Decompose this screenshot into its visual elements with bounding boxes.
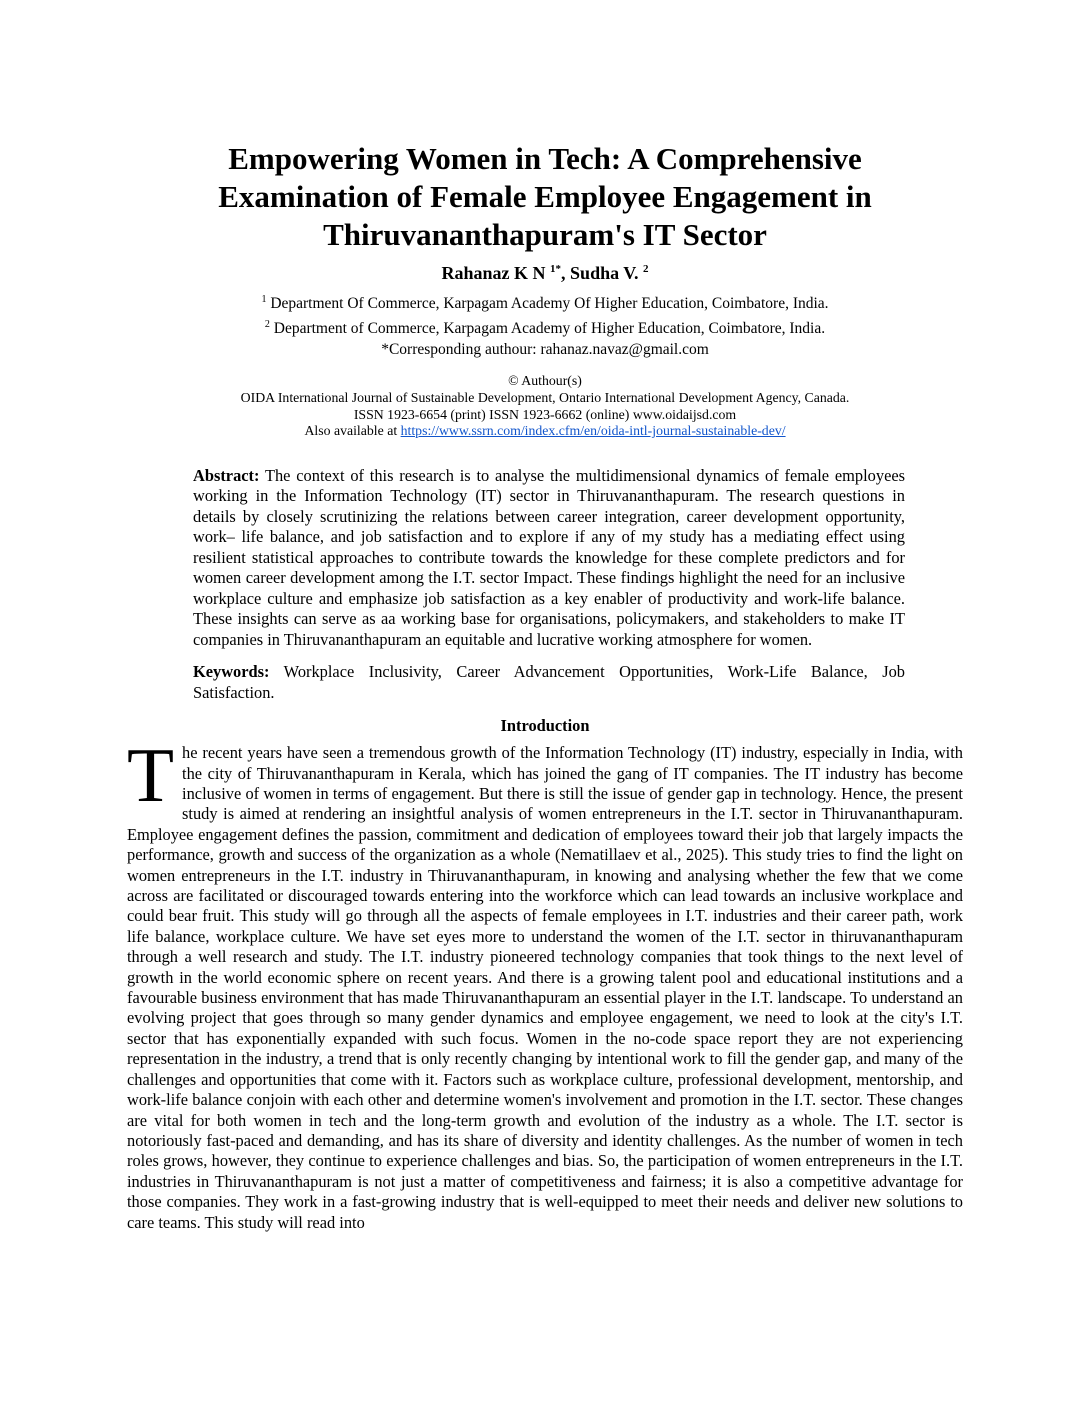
introduction-heading: Introduction: [500, 716, 590, 736]
keywords-paragraph: [193, 662, 905, 703]
dropcap-letter: T: [127, 732, 175, 819]
keywords-label: Keywords:: [193, 662, 270, 682]
abstract-text: The context of this research is to analyse the multidimensional dynamics of female employees working in the Information Technology (IT) sector in Thiruvananthapuram. The research questions in details by closely scrutinizing the relations between career integration, career development opportunity, work– life balance, and job satisfaction and to explore if any of my study has a mediating effect using resilient statistical approaches to contribute towards the knowledge for these complete predictors and for women career development among the I.T. sector Impact. These findings highlight the need for an inclusive workplace culture and emphasize job satisfaction as a key enabler of productivity and work-life balance. These insights can serve as aa working base for organisations, policymakers, and stakeholders to make IT companies in Thiruvananthapuram an equitable and lucrative working atmosphere for women.: [193, 465, 905, 649]
abstract-label: Abstract:: [193, 465, 260, 485]
abstract-paragraph: [193, 466, 905, 651]
publisher-block: [127, 373, 963, 439]
author-1-superscript: 1*: [550, 263, 562, 275]
author-2-superscript: 2: [642, 263, 649, 275]
availability-prefix: Also available at: [304, 423, 401, 439]
journal-url-link[interactable]: https://www.ssrn.com/index.cfm/en/oida-intl-journal-sustainable-dev/: [400, 423, 786, 439]
author-1: Rahanaz K N: [441, 263, 551, 283]
availability-line: [127, 423, 963, 440]
keywords-text: Workplace Inclusivity, Career Advancement Opportunities, Work-Life Balance, Job Satisfaction.: [193, 662, 905, 702]
affiliation-1-text: Department Of Commerce, Karpagam Academy Of Higher Education, Coimbatore, India.: [266, 295, 829, 313]
issn-line: ISSN 1923-6654 (print) ISSN 1923-6662 (online) www.oidaijsd.com: [353, 406, 737, 422]
affiliation-2: [127, 314, 963, 339]
paper-title: Empowering Women in Tech: A Comprehensive Examination of Female Employee Engagement in Thiruvananthapuram's IT Sector: [218, 141, 872, 252]
introduction-paragraph: [127, 732, 963, 1233]
affiliation-2-text: Department of Commerce, Karpagam Academy of Higher Education, Coimbatore, India.: [269, 320, 826, 338]
author-line: [127, 263, 963, 284]
journal-line: OIDA International Journal of Sustainable Development, Ontario International Development Agency, Canada.: [240, 389, 850, 405]
copyright-line: © Authour(s): [508, 373, 582, 389]
affiliations: [127, 289, 963, 339]
affiliation-1: [127, 289, 963, 314]
affiliation-2-superscript: 2: [264, 319, 270, 331]
introduction-text: he recent years have seen a tremendous growth of the Information Technology (IT) industry, especially in India, with the city of Thiruvananthapuram in Kerala, which has joined the gang of IT companies. The IT industry has become inclusive of women in terms of engagement. But there is still the issue of gender gap in technology. Hence, the present study is aimed at rendering an insightful analysis of women entrepreneurs in the I.T. sector in Thiruvananthapuram. Employee engagement defines the passion, commitment and dedication of employees toward their job that largely impacts the performance, growth and success of the organization as a whole (Nematillaev et al., 2025). This study tries to find the light on women entrepreneurs in the I.T. industry in Thiruvananthapuram, in knowing and analysing whether the few that we come across are facilitated or discouraged towards entering into the workforce which can lead towards an inclusive workplace and could bear fruit. This study will go through all the aspects of female employees in I.T. industries and their career path, work life balance, workplace culture. We have set eyes more to understand the women of the I.T. sector in thiruvananthapuram through a well research and study. The I.T. industry pioneered technology companies that took things to the next level of growth in the world economic sphere on recent years. And there is a growing talent pool and educational institutions and a favourable business environment that has made Thiruvananthapuram an essential player in the I.T. landscape. To understand an evolving project that goes through so many gender dynamics and employee engagement, we need to look at the city's I.T. sector that has exponentially expanded with such focus. Women in the no-code space report they are not experiencing representation in the industry, a trend that is only recently changing by intentional work to fill the gender gap, and many of the challenges and opportunities that come with it. Factors such as workplace culture, professional development, mentorship, and work-life balance conjoin with each other and determine women's involvement and promotion in the I.T. sector. These changes are vital for both women in tech and the long-term growth and evolution of the industry as a whole. The I.T. sector is notoriously fast-paced and demanding, and has its share of diversity and identity challenges. As the number of women in tech roles grows, however, they continue to experience challenges and bias. So, the participation of women entrepreneurs in the I.T. industries in Thiruvananthapuram is not just a matter of competitiveness and fairness; it is also a competitive advantage for those companies. They work in a fast-growing industry that is well-equipped to meet their needs and deliver new solutions to care teams. This study will read into: [127, 743, 963, 1232]
author-2: , Sudha V.: [561, 263, 643, 283]
affiliation-1-superscript: 1: [261, 294, 267, 305]
corresponding-author-line: *Corresponding authour: rahanaz.navaz@gmail.com: [381, 341, 709, 359]
